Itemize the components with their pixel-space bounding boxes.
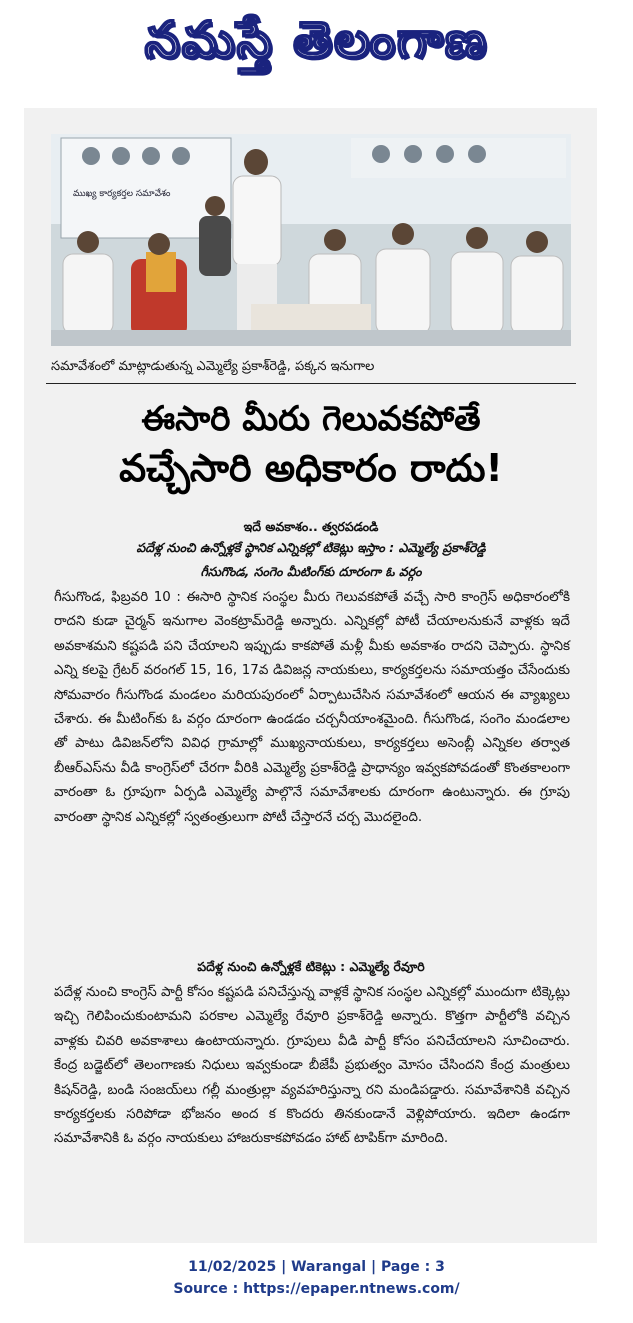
headline — [46, 396, 576, 494]
headline-line-2: వచ్చేసారి అధికారం రాదు! — [119, 446, 503, 490]
subhead-1: పదేళ్ల నుంచి ఉన్నోళ్లకే స్థానిక ఎన్నికల్లో టికెట్లు ఇస్తాం : ఎమ్మెల్యే ప్రకాశ్‌రెడ్డి — [136, 540, 486, 555]
headline-line-1: ఈసారి మీరు గెలువకపోతే — [141, 399, 481, 439]
article-paragraph-2: పదేళ్ల నుంచి కాంగ్రెస్‌ పార్టీ కోసం కష్టపడి పనిచేస్తున్న వాళ్లకే స్థానిక సంస్థల ఎన్నికల్లో ముందుగా టిక్కెట్లు ఇచ్చి గెలిపించుకుంటామని పరకాల ఎమ్మెల్యే రేవూరి ప్రకాశ్‌రెడ్డి అన్నారు. కొత్తగా పార్టీలోకి వచ్చిన వాళ్లకు చివరి అవకాశాలు ఉంటాయన్నారు. గ్రూపులు వీడి పార్టీ కోసం పనిచేయాలని సూచించారు. కేంద్ర బడ్జెట్‌లో తెలంగాణకు నిధులు ఇవ్వకుండా బీజేపీ ప్రభుత్వం మోసం చేసిందని కేంద్ర మంత్రులు కిషన్‌రెడ్డి, బండి సంజయ్‌లు గల్లీ మంత్రుల్లా వ్యవహరిస్తున్నా రని మండిపడ్డారు. సమావేశానికి వచ్చిన కార్యకర్తలకు సరిపోడా భోజనం అంద క కొందరు తినకుండానే వెళ్లిపోయారు. ఇదిలా ఉండగా సమావేశానికి ఓ వర్గం నాయకులు హాజరుకాకపోవడం హాట్‌ టాపిక్‌గా మారింది. — [54, 985, 570, 1147]
news-photo — [51, 134, 571, 346]
banner-text: ముఖ్య కార్యకర్తల సమావేశం — [73, 189, 171, 199]
newspaper-title: నమస్తే తెలంగాణ — [144, 11, 489, 69]
kicker: ఇదే అవకాశం.. త్వరపడండి — [243, 519, 379, 534]
article-paragraph-1: గీసుగొండ, ఫిబ్రవరి 10 : ఈసారి స్థానిక సంస్థల మీరు గెలువకపోతే వచ్చే సారి కాంగ్రెస్‌ అధికారంలోకి రాదని కుడా చైర్మన్‌ ఇనుగాల వెంకట్రామ్‌రెడ్డి అన్నారు. ఎన్నికల్లో పోటీ చేయాలనుకునే వాళ్లకు ఇదే అవకాశమని కష్టపడి పని చేయాలని ఇప్పుడు కాకపోతే మళ్లీ మీకు అవకాశం రాదని చెప్పారు. స్థానిక ఎన్ని కలపై గ్రేటర్‌ వరంగల్‌ 15, 16, 17వ డివిజన్ల నాయకులు, కార్యకర్తలను సమాయత్తం చేసేందుకు సోమవారం గీసుగొండ మండలం మరియపురంలో ఏర్పాటుచేసిన సమావేశంలో ఆయన ఈ వ్యాఖ్యలు చేశారు. ఈ మీటింగ్‌కు ఓ వర్గం దూరంగా ఉండడం చర్చనీయాంశమైంది. గీసుగొండ, సంగెం మండలాల తో పాటు డివిజన్‌లోని వివిధ గ్రామాల్లో ముఖ్యనాయకులు, కార్యకర్తలు అసెంబ్లీ ఎన్నికల తర్వాత బీఆర్‌ఎస్‌ను వీడి కాంగ్రెస్‌లో చేరగా వీరికి ఎమ్మెల్యే ప్రకాశ్‌రెడ్డి ప్రాధాన్యం ఇవ్వకపోవడంతో కొంతకాలంగా వారంతా ఓ గ్రూపుగా ఏర్పడి ఎమ్మెల్యే పాల్గొనే సమావేశాలకు దూరంగా ఉంటున్నారు. ఈ గ్రూపు వారంతా స్థానిక ఎన్నికల్లో స్వతంత్రులుగా పోటీ చేస్తారనే చర్చ మొదలైంది. — [54, 590, 570, 825]
subhead-2: గీసుగొండ, సంగెం మీటింగ్‌కు దూరంగా ఓ వర్గం — [200, 564, 422, 579]
masthead — [0, 0, 633, 80]
divider — [46, 383, 576, 384]
footer-source: Source : https://epaper.ntnews.com/ — [173, 1281, 460, 1297]
footer — [0, 1256, 633, 1300]
section-head: పదేళ్ల నుంచి ఉన్నోళ్లకే టికెట్లు : ఎమ్మెల్యే రేవూరి — [197, 959, 425, 974]
photo-caption: సమావేశంలో మాట్లాడుతున్న ఎమ్మెల్యే ప్రకాశ్‌రెడ్డి, పక్కన ఇనుగాల — [51, 359, 375, 374]
footer-edition: 11/02/2025 | Warangal | Page : 3 — [188, 1259, 445, 1275]
clipping — [24, 108, 597, 1243]
